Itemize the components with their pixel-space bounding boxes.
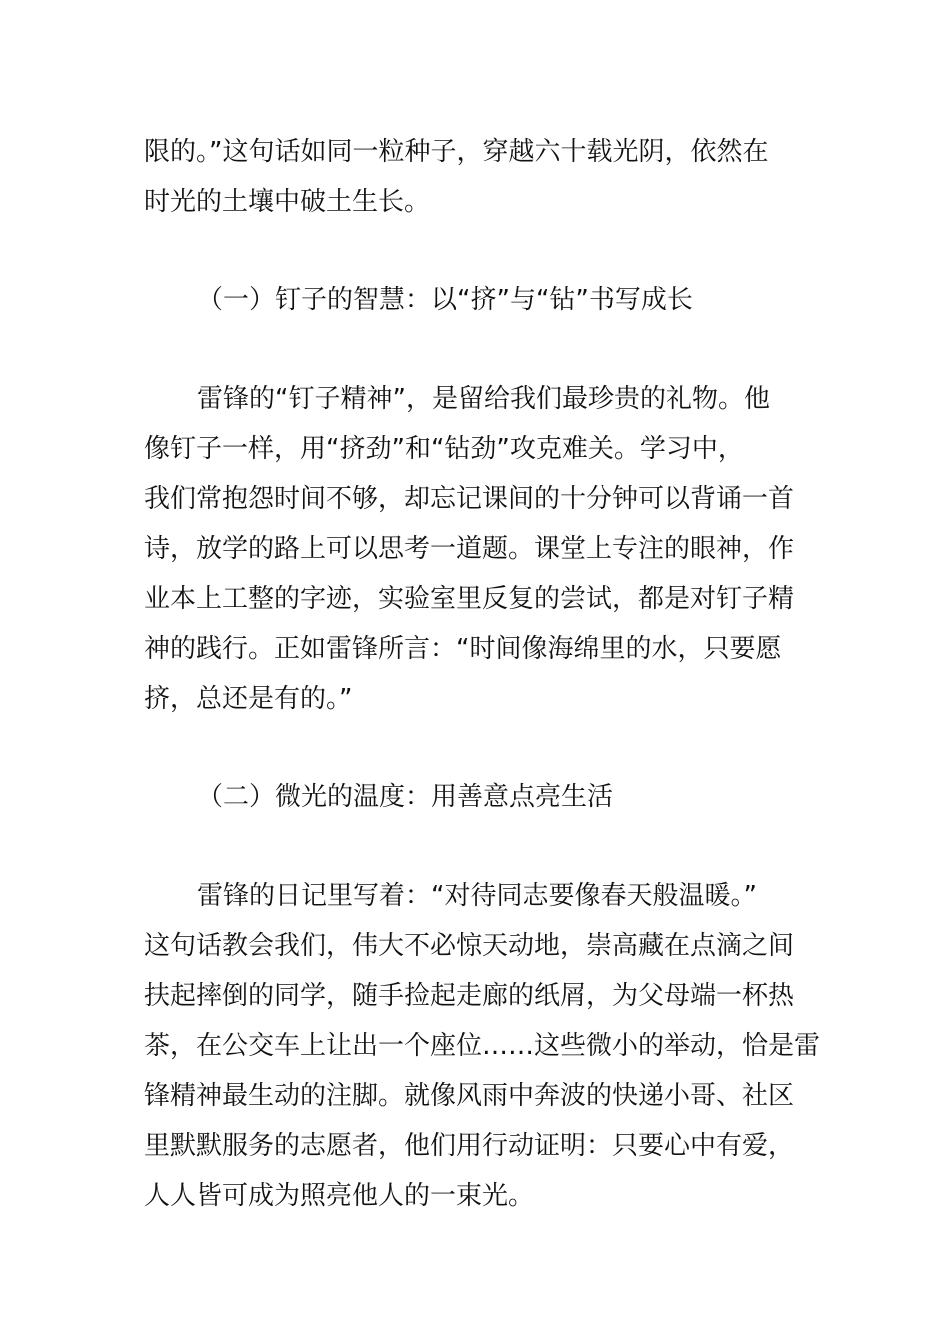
paragraph-line: 神的践行。正如雷锋所言：“时间像海绵里的水，只要愿 bbox=[144, 634, 782, 664]
paragraph-line: 人人皆可成为照亮他人的一束光。 bbox=[144, 1181, 535, 1211]
section-heading-2: （二）微光的温度：用善意点亮生活 bbox=[197, 782, 614, 812]
section-heading-1: （一）钉子的智慧：以“挤”与“钻”书写成长 bbox=[197, 285, 693, 315]
intro-line: 限的。”这句话如同一粒种子，穿越六十载光阴，依然在 bbox=[144, 137, 769, 167]
paragraph-line: 雷锋的“钉子精神”，是留给我们最珍贵的礼物。他 bbox=[197, 384, 770, 414]
paragraph-line: 业本上工整的字迹，实验室里反复的尝试，都是对钉子精 bbox=[144, 584, 795, 614]
paragraph-line: 这句话教会我们，伟大不必惊天动地，崇高藏在点滴之间 bbox=[144, 931, 795, 961]
paragraph-line: 雷锋的日记里写着：“对待同志要像春天般温暖。” bbox=[197, 881, 757, 911]
intro-line: 时光的土壤中破土生长。 bbox=[144, 187, 431, 217]
paragraph-line: 诗，放学的路上可以思考一道题。课堂上专注的眼神，作 bbox=[144, 534, 795, 564]
paragraph-line: 茶，在公交车上让出一个座位……这些微小的举动，恰是雷 bbox=[144, 1031, 821, 1061]
paragraph-line: 我们常抱怨时间不够，却忘记课间的十分钟可以背诵一首 bbox=[144, 484, 795, 514]
paragraph-line: 像钉子一样，用“挤劲”和“钻劲”攻克难关。学习中， bbox=[144, 434, 744, 464]
paragraph-line: 锋精神最生动的注脚。就像风雨中奔波的快递小哥、社区 bbox=[144, 1081, 795, 1111]
paragraph-line: 挤，总还是有的。” bbox=[144, 684, 353, 714]
paragraph-line: 扶起摔倒的同学，随手捡起走廊的纸屑，为父母端一杯热 bbox=[144, 981, 795, 1011]
paragraph-line: 里默默服务的志愿者，他们用行动证明：只要心中有爱， bbox=[144, 1131, 795, 1161]
